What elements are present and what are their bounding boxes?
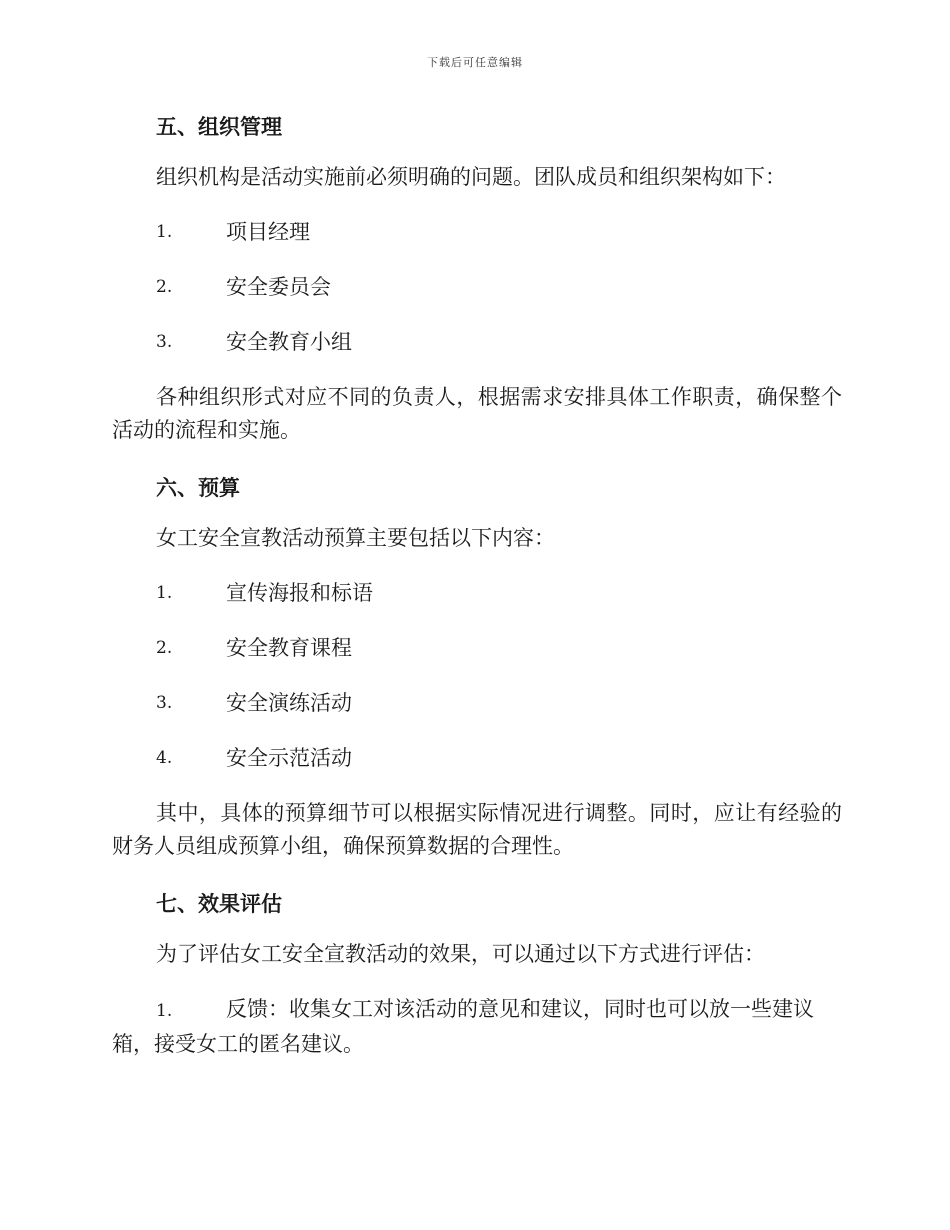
list-item — [112, 742, 842, 775]
list-number: 4. — [156, 748, 173, 768]
list-item — [112, 993, 842, 1061]
section-summary: 各种组织形式对应不同的负责人，根据需求安排具体工作职责，确保整个活动的流程和实施。 — [112, 385, 842, 442]
list-number: 1. — [156, 1001, 173, 1021]
list-item — [112, 687, 842, 720]
list-number: 1. — [156, 222, 173, 242]
list-number: 3. — [156, 693, 173, 713]
list-text: 反馈：收集女工对该活动的意见和建议，同时也可以放一些建议箱，接受女工的匿名建议。 — [112, 997, 814, 1056]
list-item — [112, 271, 842, 304]
list-number: 3. — [156, 332, 173, 352]
list-item — [112, 632, 842, 665]
list-text: 安全教育课程 — [226, 636, 352, 660]
section-heading-organization: 五、组织管理 — [156, 114, 282, 139]
section-heading-budget: 六、预算 — [156, 475, 240, 500]
section-summary: 其中，具体的预算细节可以根据实际情况进行调整。同时，应让有经验的财务人员组成预算小组，确保预算数据的合理性。 — [112, 801, 842, 858]
list-text: 安全演练活动 — [226, 691, 352, 715]
list-text: 项目经理 — [226, 220, 310, 244]
list-text: 安全教育小组 — [226, 330, 352, 354]
list-item — [112, 326, 842, 359]
section-heading-evaluation: 七、效果评估 — [156, 891, 282, 916]
section-intro: 为了评估女工安全宣教活动的效果，可以通过以下方式进行评估： — [156, 942, 765, 966]
list-item — [112, 216, 842, 249]
list-item — [112, 577, 842, 610]
page-header: 下载后可任意编辑 — [427, 56, 523, 69]
section-intro: 女工安全宣教活动预算主要包括以下内容： — [156, 526, 555, 550]
list-text: 安全示范活动 — [226, 746, 352, 770]
list-number: 2. — [156, 638, 173, 658]
list-text: 宣传海报和标语 — [226, 581, 373, 605]
list-text: 安全委员会 — [226, 275, 331, 299]
document-body — [112, 106, 842, 1061]
list-number: 1. — [156, 583, 173, 603]
list-number: 2. — [156, 277, 173, 297]
section-intro: 组织机构是活动实施前必须明确的问题。团队成员和组织架构如下： — [156, 165, 786, 189]
